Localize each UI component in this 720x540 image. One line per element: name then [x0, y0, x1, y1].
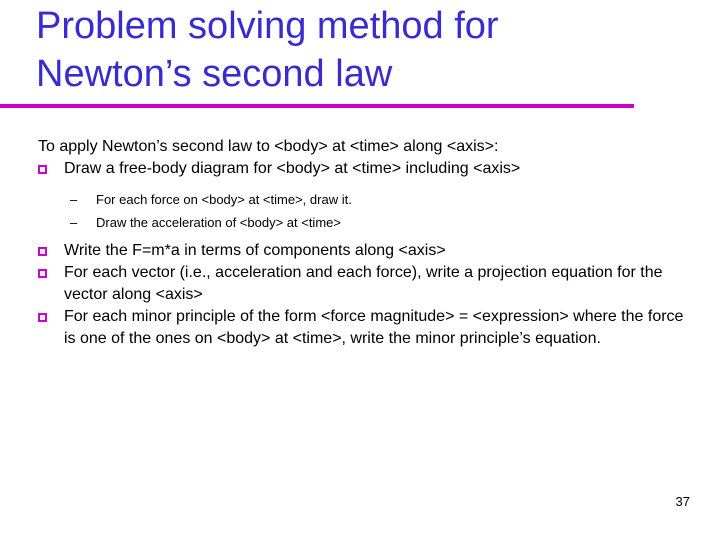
- title-underline: [0, 104, 634, 108]
- intro-text: To apply Newton’s second law to <body> at <time> along <axis>:: [38, 138, 499, 155]
- sub-bullet-text: Draw the acceleration of <body> at <time>: [96, 215, 341, 230]
- dash-bullet: –: [70, 192, 78, 207]
- bullet-text: For each vector (i.e., acceleration and each force), write a projection equation for the vector along <axis>: [64, 264, 663, 303]
- sub-bullet-list: [38, 188, 698, 234]
- bullet-text: Write the F=m*a in terms of components along <axis>: [64, 242, 446, 259]
- slide-title-line-1: Problem solving method for: [36, 5, 499, 47]
- slide-body: [38, 136, 698, 350]
- sub-bullet-item: [38, 211, 698, 234]
- bullet-item: [38, 158, 698, 180]
- sub-bullet-text: For each force on <body> at <time>, draw it.: [96, 192, 352, 207]
- square-bullet-icon: [38, 269, 47, 278]
- square-bullet-icon: [38, 313, 47, 322]
- bullet-item: [38, 240, 698, 262]
- slide-title: [36, 2, 676, 98]
- square-bullet-icon: [38, 247, 47, 256]
- bullet-item: [38, 306, 698, 350]
- square-bullet-icon: [38, 165, 47, 174]
- dash-bullet: –: [70, 215, 78, 230]
- sub-bullet-item: [38, 188, 698, 211]
- page-number: 37: [675, 494, 690, 509]
- bullet-text: For each minor principle of the form <force magnitude> = <expression> where the force is one of the ones on <body> at <time>, write the minor principle’s equation.: [64, 308, 684, 347]
- bullet-item: [38, 262, 698, 306]
- bullet-text: Draw a free-body diagram for <body> at <time> including <axis>: [64, 160, 521, 177]
- slide-title-line-2: Newton’s second law: [36, 53, 393, 95]
